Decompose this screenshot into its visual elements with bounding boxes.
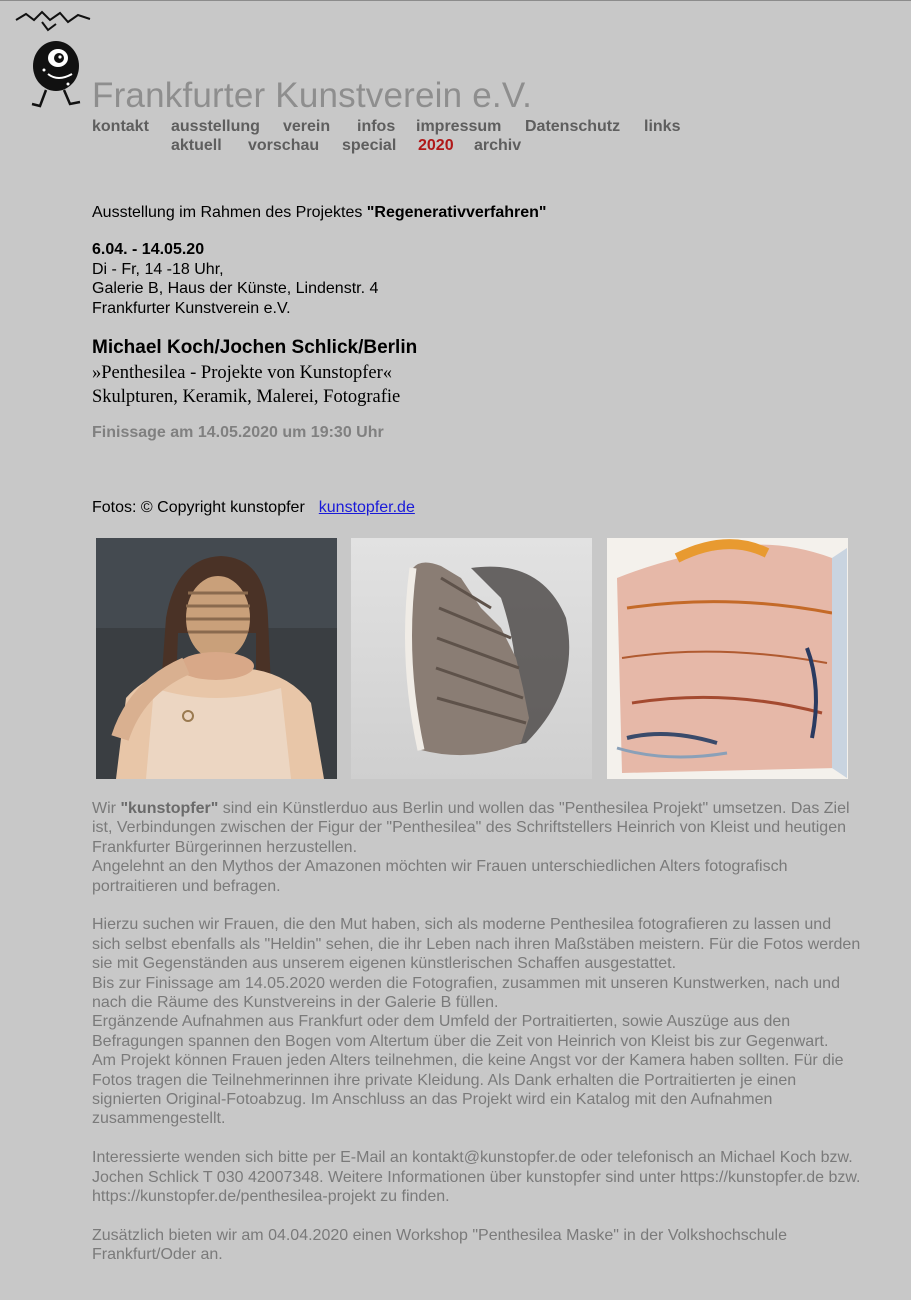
project-description (92, 799, 862, 1284)
masked-woman-photo[interactable] (96, 538, 337, 779)
credits-text: Fotos: © Copyright kunstopfer (92, 499, 305, 516)
exhibition-details (92, 240, 862, 318)
masked-woman-image (96, 538, 337, 779)
site-logo[interactable] (12, 10, 96, 110)
abstract-painting-photo[interactable] (607, 538, 848, 779)
p2-text-d: Am Projekt können Frauen jeden Alters teilnehmen, die keine Angst vor der Kamera haben sollten. Für die Fotos tragen die Teilnehmerinnen ihre private Kleidung. Als Dank erhalten die Portraitierten je einen signierten Original-Fotoabzug. Im Anschluss an das Projekt wird ein Katalog mit den Aufnahmen zusammengestellt. (92, 1052, 844, 1128)
abstract-painting-image (607, 538, 848, 779)
nav-aktuell[interactable]: aktuell (171, 137, 222, 154)
paragraph-2 (92, 915, 862, 1128)
p1-text-c: Angelehnt an den Mythos der Amazonen möchten wir Frauen unterschiedlichen Alters fotografisch portraitieren und befragen. (92, 858, 788, 895)
opening-hours: Di - Fr, 14 -18 Uhr, (92, 260, 224, 278)
p1-text-a: Wir (92, 800, 121, 817)
p2-text-b: Bis zur Finissage am 14.05.2020 werden die Fotografien, zusammen mit unseren Kunstwerken, nach und nach die Räume des Kunstvereins in der Galerie B füllen. (92, 974, 840, 1012)
paragraph-3: Interessierte wenden sich bitte per E-Mail an kontakt@kunstopfer.de oder telefonisch an Michael Koch bzw. Jochen Schlick T 030 42007348. Weitere Informationen über kunstopfer sind unter https://kunstopfer.de bzw. https://kunstopfer.de/penthesilea-projekt zu finden. (92, 1149, 861, 1206)
organizer: Frankfurter Kunstverein e.V. (92, 299, 291, 317)
exhibition-intro (92, 204, 862, 222)
project-name: "Regenerativverfahren" (366, 204, 547, 221)
nav-ausstellung[interactable]: ausstellung (171, 118, 260, 135)
location: Galerie B, Haus der Künste, Lindenstr. 4 (92, 280, 379, 297)
photo-credits (92, 499, 862, 517)
nav-special[interactable]: special (342, 137, 397, 154)
nav-2020-active[interactable]: 2020 (418, 137, 454, 154)
p2-text-c: Ergänzende Aufnahmen aus Frankfurt oder dem Umfeld der Portraitierten, sowie Auszüge aus den Befragungen spannen den Bogen vom Altertum über die Zeit von Heinrich von Kleist bis zur Gegenwart. (92, 1013, 829, 1050)
nav-vorschau[interactable]: vorschau (248, 137, 320, 154)
nav-kontakt[interactable]: kontakt (92, 118, 149, 135)
nav-infos[interactable]: infos (357, 118, 396, 135)
intro-prefix: Ausstellung im Rahmen des Projektes (92, 204, 367, 221)
paragraph-4: Zusätzlich bieten wir am 04.04.2020 einen Workshop "Penthesilea Maske" in der Volkshochschule Frankfurt/Oder an. (92, 1226, 788, 1264)
finissage-note: Finissage am 14.05.2020 um 19:30 Uhr (92, 424, 384, 441)
p1-text-b: sind ein Künstlerduo aus Berlin und wollen das "Penthesilea Projekt" umsetzen. Das Ziel ist, Verbindungen zwischen der Figur der "Penthesilea" des Schriftstellers Heinrich von Kleist und heutigen Frankfurter Bürgerinnen herzustellen. (92, 800, 850, 856)
site-title: Frankfurter Kunstverein e.V. (92, 76, 533, 115)
paragraph-1 (92, 799, 862, 896)
kunstverein-mascot-logo (12, 10, 96, 110)
date-range: 6.04. - 14.05.20 (92, 241, 205, 258)
p2-text-a: Hierzu suchen wir Frauen, die den Mut haben, sich als moderne Penthesilea fotografieren zu lassen und sich selbst ebenfalls als "Heldin" sehen, die ihr Leben nach ihren Maßstäben meistern. Für die Fotos werden sie mit Gegenständen aus unserem eigenen künstlerischen Schaffen ausgestattet. (92, 916, 861, 973)
nav-verein[interactable]: verein (283, 118, 331, 135)
artists-block (92, 337, 862, 409)
nav-datenschutz[interactable]: Datenschutz (525, 118, 621, 135)
nav-archiv[interactable]: archiv (474, 137, 522, 154)
nav-links[interactable]: links (644, 118, 681, 135)
project-subtitle: »Penthesilea - Projekte von Kunstopfer« (92, 363, 393, 383)
p1-kunstopfer: "kunstopfer" (120, 800, 219, 817)
kunstopfer-link[interactable]: kunstopfer.de (318, 499, 415, 516)
media-list: Skulpturen, Keramik, Malerei, Fotografie (92, 387, 401, 407)
ceramic-sculpture-image (351, 538, 592, 779)
top-border (0, 0, 911, 1)
nav-impressum[interactable]: impressum (416, 118, 502, 135)
ceramic-sculpture-photo[interactable] (351, 538, 592, 779)
artist-names: Michael Koch/Jochen Schlick/Berlin (92, 337, 418, 358)
